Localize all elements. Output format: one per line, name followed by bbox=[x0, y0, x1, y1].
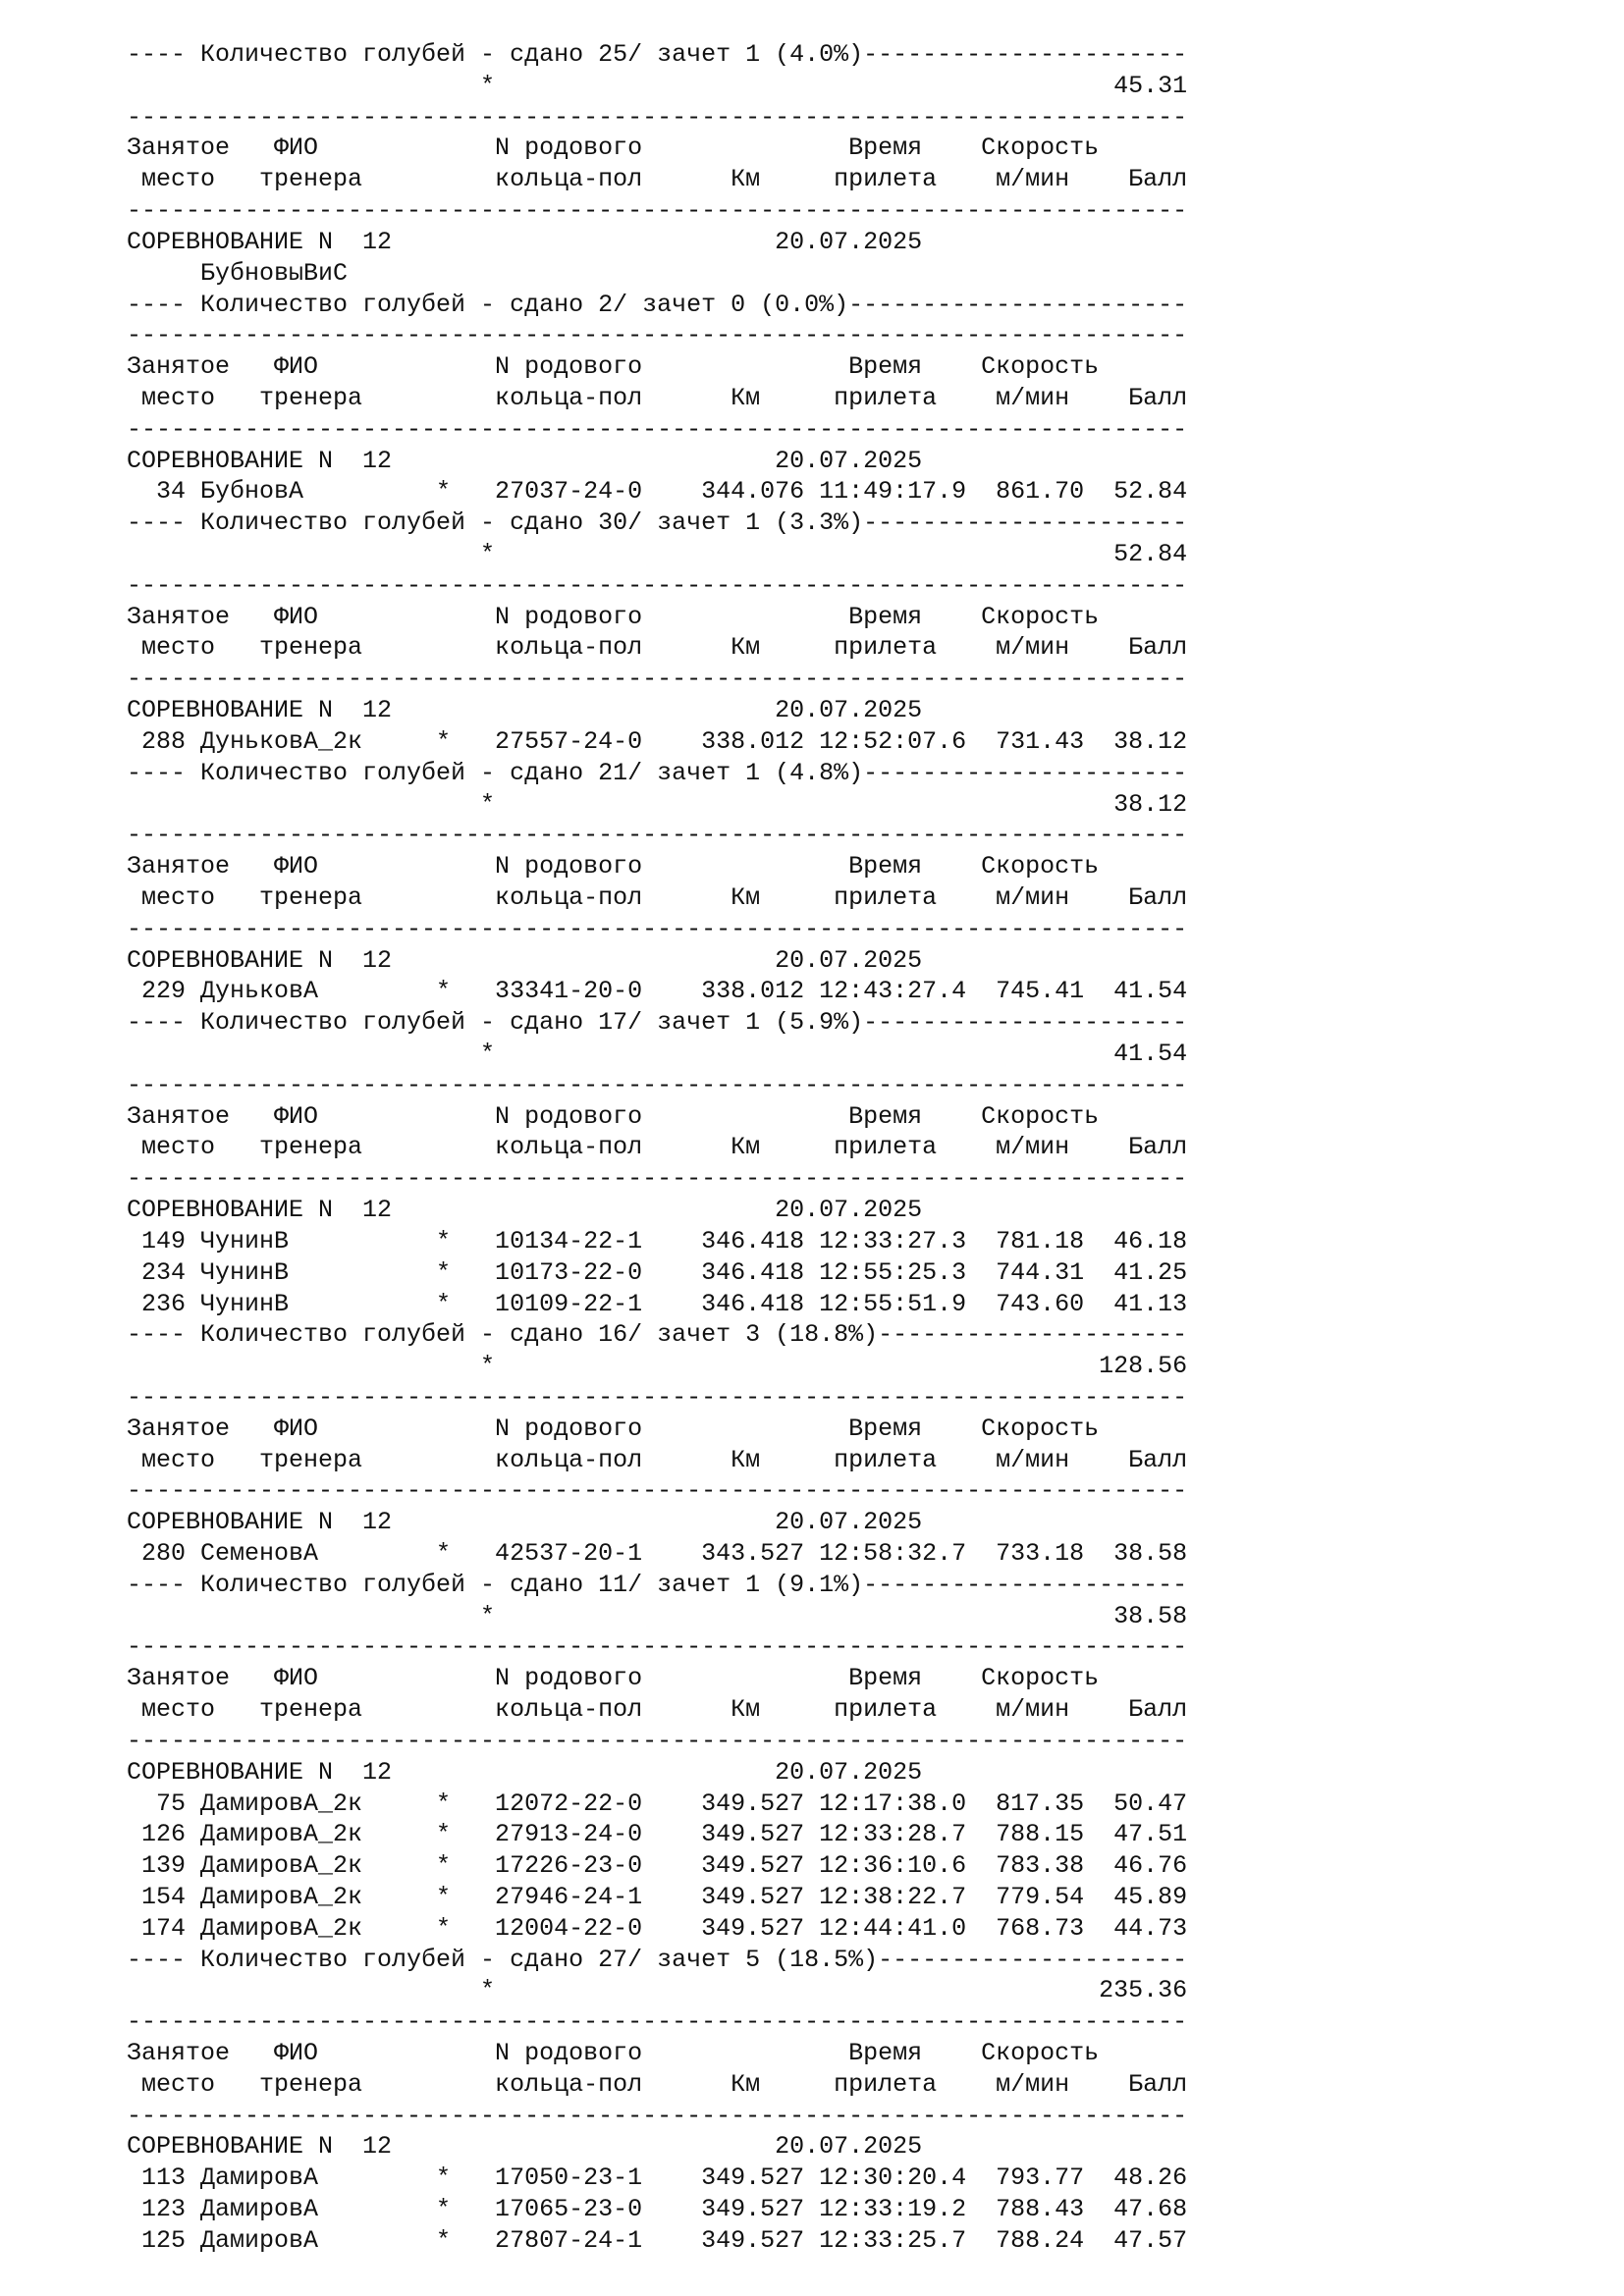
summary-line: ---- Количество голубей - сдано 25/ зачет 1 (4.0%)---------------------- bbox=[127, 40, 1188, 69]
column-header: место тренера кольца-пол Км прилета м/мин Балл bbox=[127, 882, 1188, 912]
result-row: 229 ДуньковА * 33341-20-0 338.012 12:43:27.4 745.41 41.54 bbox=[127, 977, 1188, 1006]
separator-line: ------------------------------------------------------------------------ bbox=[127, 2101, 1188, 2130]
column-header: место тренера кольца-пол Км прилета м/мин Балл bbox=[127, 383, 1188, 412]
result-row: 174 ДамировА_2к * 12004-22-0 349.527 12:44:41.0 768.73 44.73 bbox=[127, 1913, 1188, 1943]
column-header: Занятое ФИО N родового Время Скорость bbox=[127, 2039, 1100, 2067]
column-header: место тренера кольца-пол Км прилета м/мин Балл bbox=[127, 1133, 1188, 1162]
separator-line: ------------------------------------------------------------------------ bbox=[127, 1726, 1188, 1755]
separator-line: ------------------------------------------------------------------------ bbox=[127, 914, 1188, 943]
result-row: 139 ДамировА_2к * 17226-23-0 349.527 12:36:10.6 783.38 46.76 bbox=[127, 1851, 1188, 1881]
summary-line: ---- Количество голубей - сдано 2/ зачет 0 (0.0%)----------------------- bbox=[127, 290, 1188, 319]
column-header: место тренера кольца-пол Км прилета м/мин Балл bbox=[127, 2069, 1188, 2099]
separator-line: ------------------------------------------------------------------------ bbox=[127, 2007, 1188, 2037]
summary-line: ---- Количество голубей - сдано 27/ зачет 5 (18.5%)--------------------- bbox=[127, 1945, 1188, 1974]
summary-line: ---- Количество голубей - сдано 17/ зачет 1 (5.9%)---------------------- bbox=[127, 1008, 1188, 1038]
separator-line: ------------------------------------------------------------------------ bbox=[127, 1382, 1188, 1412]
result-row: 75 ДамировА_2к * 12072-22-0 349.527 12:17:38.0 817.35 50.47 bbox=[127, 1789, 1188, 1818]
result-row: 113 ДамировА * 17050-23-1 349.527 12:30:20.4 793.77 48.26 bbox=[127, 2163, 1188, 2193]
competition-header: СОРЕВНОВАНИЕ N 12 20.07.2025 bbox=[127, 696, 923, 725]
result-row: 154 ДамировА_2к * 27946-24-1 349.527 12:38:22.7 779.54 45.89 bbox=[127, 1882, 1188, 1911]
result-row: 236 ЧунинВ * 10109-22-1 346.418 12:55:51.9 743.60 41.13 bbox=[127, 1289, 1188, 1318]
separator-line: ------------------------------------------------------------------------ bbox=[127, 665, 1188, 694]
competition-header: СОРЕВНОВАНИЕ N 12 20.07.2025 bbox=[127, 1757, 923, 1787]
separator-line: ------------------------------------------------------------------------ bbox=[127, 321, 1188, 350]
competition-header: СОРЕВНОВАНИЕ N 12 20.07.2025 bbox=[127, 1508, 923, 1537]
separator-line: ------------------------------------------------------------------------ bbox=[127, 414, 1188, 444]
total-score-line: * 41.54 bbox=[127, 1040, 1188, 1068]
total-score-line: * 52.84 bbox=[127, 540, 1188, 568]
separator-line: ------------------------------------------------------------------------ bbox=[127, 1476, 1188, 1506]
result-row: 288 ДуньковА_2к * 27557-24-0 338.012 12:52:07.6 731.43 38.12 bbox=[127, 726, 1188, 756]
separator-line: ------------------------------------------------------------------------ bbox=[127, 1632, 1188, 1662]
total-score-line: * 45.31 bbox=[127, 71, 1188, 100]
total-score-line: * 235.36 bbox=[127, 1976, 1188, 2005]
column-header: Занятое ФИО N родового Время Скорость bbox=[127, 1664, 1100, 1693]
competition-header: СОРЕВНОВАНИЕ N 12 20.07.2025 bbox=[127, 2132, 923, 2162]
result-row: 123 ДамировА * 17065-23-0 349.527 12:33:19.2 788.43 47.68 bbox=[127, 2195, 1188, 2224]
competition-header: СОРЕВНОВАНИЕ N 12 20.07.2025 bbox=[127, 446, 923, 475]
competition-header: СОРЕВНОВАНИЕ N 12 20.07.2025 bbox=[127, 227, 923, 256]
competition-header: СОРЕВНОВАНИЕ N 12 20.07.2025 bbox=[127, 945, 923, 975]
result-row: 125 ДамировА * 27807-24-1 349.527 12:33:25.7 788.24 47.57 bbox=[127, 2225, 1188, 2255]
summary-line: ---- Количество голубей - сдано 30/ зачет 1 (3.3%)---------------------- bbox=[127, 508, 1188, 538]
separator-line: ------------------------------------------------------------------------ bbox=[127, 196, 1188, 226]
total-score-line: * 38.58 bbox=[127, 1601, 1188, 1630]
separator-line: ------------------------------------------------------------------------ bbox=[127, 102, 1188, 132]
column-header: место тренера кольца-пол Км прилета м/мин Балл bbox=[127, 165, 1188, 194]
results-report bbox=[127, 39, 1624, 2257]
summary-line: ---- Количество голубей - сдано 16/ зачет 3 (18.8%)--------------------- bbox=[127, 1320, 1188, 1350]
result-row: 149 ЧунинВ * 10134-22-1 346.418 12:33:27.3 781.18 46.18 bbox=[127, 1226, 1188, 1255]
column-header: место тренера кольца-пол Км прилета м/мин Балл bbox=[127, 1445, 1188, 1474]
column-header: Занятое ФИО N родового Время Скорость bbox=[127, 852, 1100, 881]
competition-header: СОРЕВНОВАНИЕ N 12 20.07.2025 bbox=[127, 1196, 923, 1225]
total-score-line: * 38.12 bbox=[127, 789, 1188, 819]
separator-line: ------------------------------------------------------------------------ bbox=[127, 1070, 1188, 1099]
separator-line: ------------------------------------------------------------------------ bbox=[127, 570, 1188, 600]
column-header: Занятое ФИО N родового Время Скорость bbox=[127, 1101, 1100, 1131]
result-row: 280 СеменовА * 42537-20-1 343.527 12:58:32.7 733.18 38.58 bbox=[127, 1539, 1188, 1568]
result-row: 234 ЧунинВ * 10173-22-0 346.418 12:55:25.3 744.31 41.25 bbox=[127, 1257, 1188, 1287]
column-header: место тренера кольца-пол Км прилета м/мин Балл bbox=[127, 633, 1188, 663]
separator-line: ------------------------------------------------------------------------ bbox=[127, 1164, 1188, 1194]
column-header: Занятое ФИО N родового Время Скорость bbox=[127, 602, 1100, 631]
column-header: место тренера кольца-пол Км прилета м/мин Балл bbox=[127, 1695, 1188, 1725]
column-header: Занятое ФИО N родового Время Скорость bbox=[127, 133, 1100, 163]
separator-line: ------------------------------------------------------------------------ bbox=[127, 821, 1188, 850]
summary-line: ---- Количество голубей - сдано 11/ зачет 1 (9.1%)---------------------- bbox=[127, 1570, 1188, 1599]
column-header: Занятое ФИО N родового Время Скорость bbox=[127, 352, 1100, 382]
summary-line: ---- Количество голубей - сдано 21/ зачет 1 (4.8%)---------------------- bbox=[127, 758, 1188, 787]
loft-name-line: БубновыВиС bbox=[127, 258, 349, 288]
total-score-line: * 128.56 bbox=[127, 1352, 1188, 1381]
result-row: 126 ДамировА_2к * 27913-24-0 349.527 12:33:28.7 788.15 47.51 bbox=[127, 1820, 1188, 1849]
column-header: Занятое ФИО N родового Время Скорость bbox=[127, 1414, 1100, 1443]
result-row: 34 БубновА * 27037-24-0 344.076 11:49:17.9 861.70 52.84 bbox=[127, 477, 1188, 507]
